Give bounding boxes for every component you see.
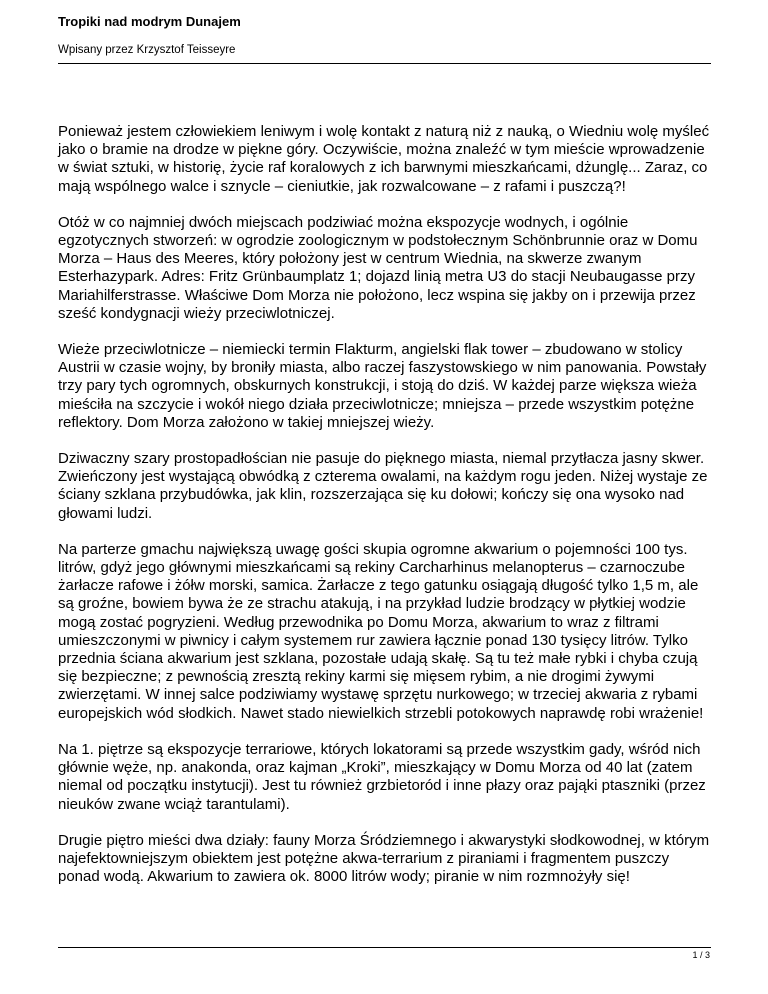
document-title: Tropiki nad modrym Dunajem bbox=[58, 14, 241, 29]
paragraph-7: Drugie piętro mieści dwa działy: fauny Morza Śródziemnego i akwarystyki słodkowodnej, w którym najefektowniejszym obiektem jest potężne akwa-terrarium z piraniami i fragmentem puszczy ponad wodą. Akwarium to zawiera ok. 8000 litrów wody; piranie w nim rozmnożyły się! bbox=[58, 831, 710, 886]
paragraph-2: Otóż w co najmniej dwóch miejscach podziwiać można ekspozycje wodnych, i ogólnie egzotycznych stworzeń: w ogrodzie zoologicznym w podstołecznym Schönbrunnie oraz w Domu Morza – Haus des Meeres, który położony jest w centrum Wiednia, na skwerze zwanym Esterhazypark. Adres: Fritz Grünbaumplatz 1; dojazd linią metra U3 do stacji Neubaugasse przy Mariahilferstrasse. Właściwe Dom Morza nie położono, lecz wspina się jakby on i przewija przez sześć kondygnacji wieży przeciwlotniczej. bbox=[58, 213, 698, 322]
page-number: 1 / 3 bbox=[692, 950, 710, 960]
footer-divider bbox=[58, 947, 711, 948]
author-line: Wpisany przez Krzysztof Teisseyre bbox=[58, 44, 236, 56]
paragraph-1: Ponieważ jestem człowiekiem leniwym i wolę kontakt z naturą niż z nauką, o Wiedniu wolę myśleć jako o bramie na drodze w piękne góry. Oczywiście, można znaleźć w tym mieście wprowadzenie w świat sztuki, w historię, życie raf koralowych z ich barwnymi mieszkańcami, dżunglę... Zaraz, co mają wspólnego walce i sznycle – cieniutkie, jak rozwalcowane – z rafami i puszczą?! bbox=[58, 123, 710, 195]
paragraph-6: Na 1. piętrze są ekspozycje terrariowe, których lokatorami są przede wszystkim gady, wśród nich głównie węże, np. anakonda, oraz kajman „Kroki”, mieszkający w Domu Morza od 40 lat (zatem niemal od początku instytucji). Jest tu również grzbietoród i inne płazy oraz pająki ptaszniki (przez nieuków zwane wciąż tarantulami). bbox=[58, 740, 706, 813]
article-body bbox=[58, 123, 714, 904]
paragraph-5: Na parterze gmachu największą uwagę gości skupia ogromne akwarium o pojemności 100 tys. litrów, gdyż jego głównymi mieszkańcami są rekiny Carcharhinus melanopterus – czarnoczube żarłacze rafowe i żółw morski, samica. Żarłacze z tego gatunku osiągają długość tylko 1,5 m, ale są groźne, bowiem bywa że ze strachu atakują, i na przykład ludzie brodzący w płytkiej wodzie mogą zostać pogryzieni. Według przewodnika po Domu Morza, akwarium to wraz z filtrami umieszczonymi w piwnicy i całym systemem rur zawiera łącznie ponad 130 tysięcy litrów. Tylko przednia ściana akwarium jest szklana, pozostałe udają skałę. Są tu też małe rybki i chyba czują się bezpieczne; z pewnością zresztą rekiny karmi się mięsem rybim, a nie drogimi żywymi zwierzętami. W innej salce podziwiamy wystawę sprzętu nurkowego; w trzeciej akwaria z rybami europejskich wód słodkich. Nawet stado niewielkich strzebli potokowych naprawdę robi wrażenie! bbox=[58, 540, 704, 722]
paragraph-3: Wieże przeciwlotnicze – niemiecki termin Flakturm, angielski flak tower – zbudowano w stolicy Austrii w czasie wojny, by broniły miasta, albo raczej faszystowskiego w nim panowania. Powstały trzy pary tych ogromnych, obskurnych konstrukcji, i stoją do dziś. W każdej parze większa wieża mieściła na szczycie i wokół niego działa przeciwlotnicze; mniejsza – przede wszystkim potężne reflektory. Dom Morza założono w takiej mniejszej wieży. bbox=[58, 341, 707, 431]
paragraph-4: Dziwaczny szary prostopadłościan nie pasuje do pięknego miasta, niemal przytłacza jasny skwer. Zwieńczony jest wystającą obwódką z czterema owalami, na każdym rogu jeden. Niżej wystaje ze ściany szklana przybudówka, jak klin, rozszerzająca się ku dołowi; kończy się ona wysoko nad głowami ludzi. bbox=[58, 450, 708, 522]
header-divider bbox=[58, 63, 711, 64]
